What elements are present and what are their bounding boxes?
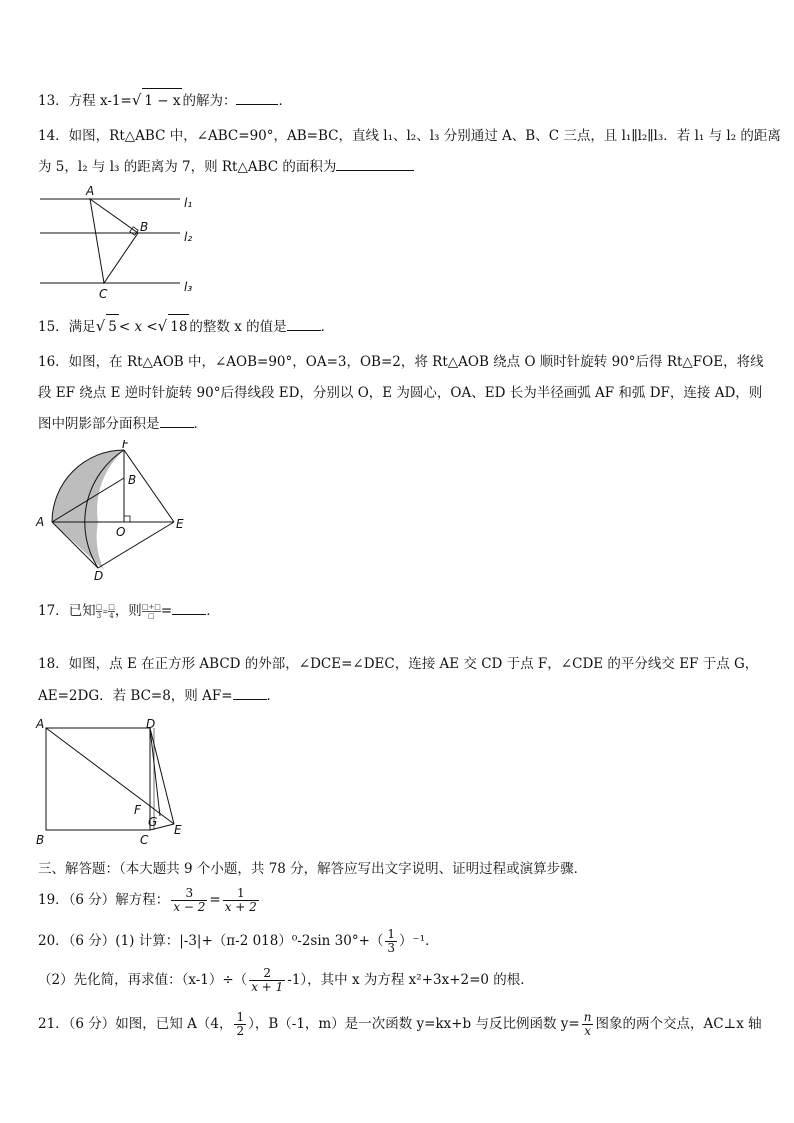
q14-label-B: B — [140, 220, 149, 234]
q18-answer-blank[interactable] — [233, 685, 267, 700]
q13-answer-blank[interactable] — [236, 90, 278, 105]
q16-figure — [34, 440, 194, 582]
question-21: 21．（6 分）如图，已知 A（4， $\frac{1}{2}$ ），B（-1，m）是一次函数 y=kx+b 与反比例函数 y= $\frac{n}{x}$ 图象的两个交点，AC⊥x 轴 — [38, 1010, 762, 1038]
q19-frac-right: $\frac{1}{x + 2}$ — [224, 886, 257, 914]
q14-label-A: A — [86, 185, 95, 198]
q16-label-E: E — [176, 517, 184, 531]
q15-answer-blank[interactable] — [287, 316, 321, 331]
question-16-line2: 段 EF 绕点 E 逆时针旋转 90°后得线段 ED，分别以 O，E 为圆心，OA、ED 长为半径画弧 AF 和弧 DF，连接 AD，则 — [38, 385, 763, 401]
question-19: 19．（6 分）解方程： $\frac{3}{x - 2}$ = $\frac{1}{x + 2}$ — [38, 886, 257, 914]
q18-label-B: B — [36, 833, 45, 847]
q16-answer-blank[interactable] — [160, 413, 194, 428]
question-16-line3: 图中阴影部分面积是 ． — [38, 412, 760, 436]
q13-after: 的解为： — [182, 93, 237, 109]
q18-label-D: D — [146, 717, 156, 731]
question-15: 15．满足√ 5 < x <√ 18 的整数 x 的值是 ． — [38, 314, 760, 339]
q13-radicand: 1 − x — [142, 88, 182, 113]
q18-label-E: E — [174, 823, 182, 837]
q18-label-F: F — [134, 803, 141, 817]
q14-label-l3: l₃ — [184, 280, 193, 294]
q19-frac-left: $\frac{3}{x - 2}$ — [173, 886, 206, 914]
question-16-line1: 16．如图，在 Rt△AOB 中，∠AOB=90°，OA=3，OB=2，将 Rt△AOB 绕点 O 顺时针旋转 90°后得 Rt△FOE，将线 — [38, 354, 764, 370]
question-18-line2: AE=2DG．若 BC=8，则 AF= ． — [38, 684, 760, 708]
q18-label-A: A — [36, 717, 45, 731]
q13-text: 13．方程 x-1= — [38, 93, 132, 109]
question-18-line1: 18．如图，点 E 在正方形 ABCD 的外部，∠DCE=∠DEC，连接 AE 交 CD 于点 F，∠CDE 的平分线交 EF 于点 G， — [38, 656, 759, 672]
q14-label-C: C — [99, 287, 108, 301]
q16-label-A: A — [36, 515, 45, 529]
question-13: 13．方程 x-1=√ 1 − x 的解为： ． — [38, 88, 760, 113]
q17-answer-blank[interactable] — [172, 600, 206, 615]
question-20-part2: （2）先化简，再求值：（x-1）÷（ $\frac{2}{x + 1}$ -1），其中 x 为方程 x²+3x+2=0 的根． — [38, 966, 534, 994]
q18-label-G: G — [148, 815, 158, 829]
q14-label-l1: l₁ — [184, 196, 193, 210]
question-14-line2: 为 5，l₂ 与 l₃ 的距离为 7，则 Rt△ABC 的面积为 — [38, 155, 760, 179]
q18-label-C: C — [140, 833, 149, 847]
q18-figure — [34, 716, 190, 848]
q14-answer-blank[interactable] — [336, 156, 414, 171]
question-14-line1: 14．如图，Rt△ABC 中，∠ABC=90°，AB=BC，直线 l₁、l₂、l₃ 分别通过 A、B、C 三点，且 l₁∥l₂∥l₃．若 l₁ 与 l₂ 的距离 — [38, 128, 781, 144]
q16-label-O: O — [116, 525, 126, 539]
q16-label-F: F — [122, 440, 129, 451]
section-3-heading: 三、解答题：（本大题共 9 个小题，共 78 分，解答应写出文字说明、证明过程或演算步骤． — [38, 861, 588, 877]
q14-figure — [36, 185, 206, 303]
question-20-part1: 20．（6 分）(1) 计算：|-3|+（π-2 018）⁰-2sin 30°+（ $\frac{1}{3}$ ）⁻¹． — [38, 927, 439, 955]
q14-label-l2: l₂ — [184, 230, 193, 244]
q16-label-B: B — [128, 473, 137, 487]
q16-label-D: D — [94, 569, 104, 582]
question-17: 17．已知 □ 3 = □ 4 ，则 □+□ □ = ． — [38, 596, 760, 626]
